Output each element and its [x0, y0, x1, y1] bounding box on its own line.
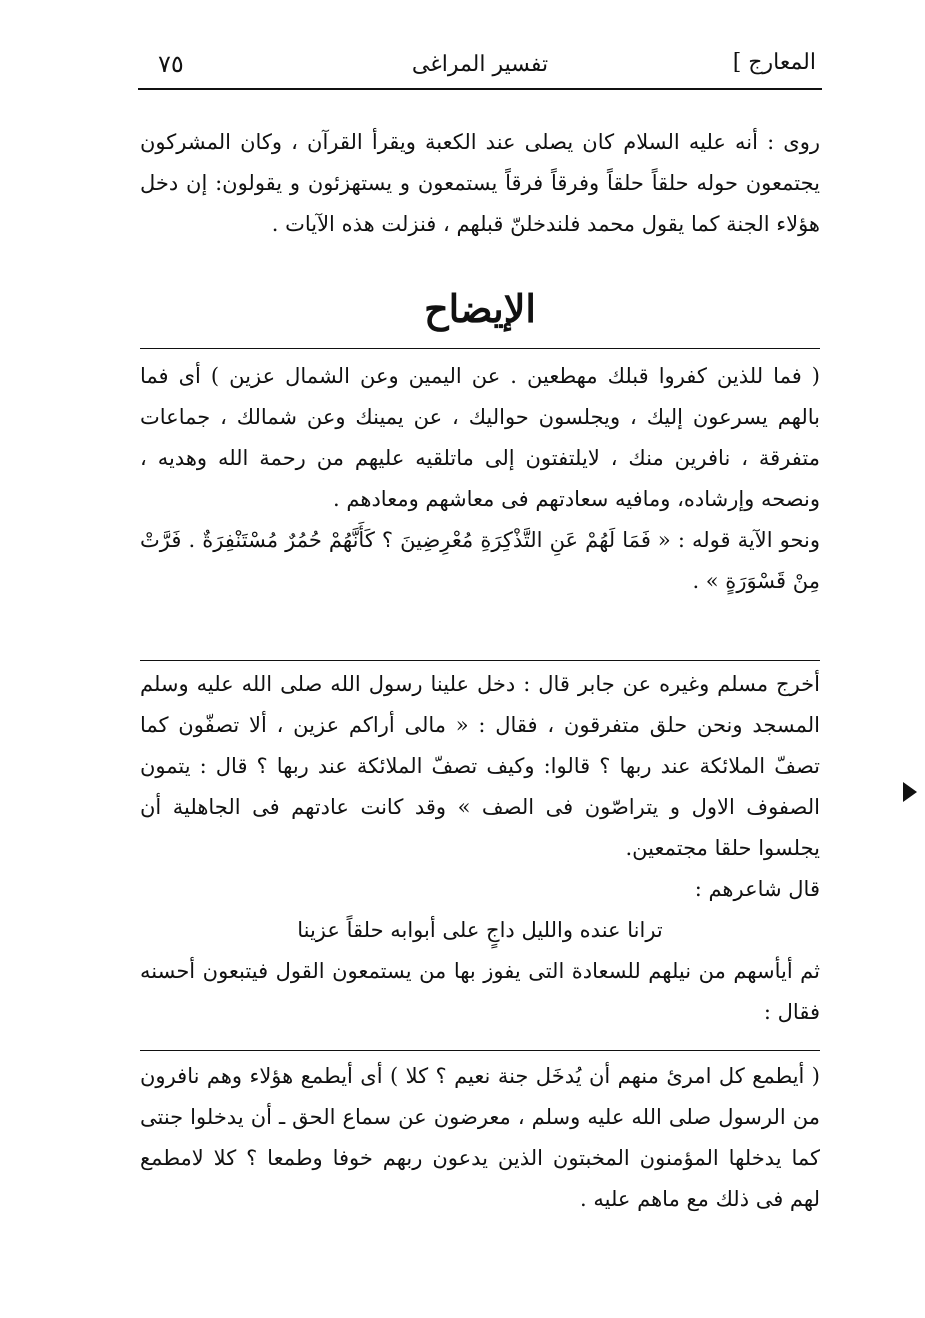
final-paragraph: ( أيطمع كل امرئ منهم أن يُدخَل جنة نعيم ؟ كلا ) أى أيطمع هؤلاء وهم نافرون من الرسول صلى الله عليه وسلم ، معرضون عن سماع الحق ـ أن يدخلوا جنتى كما يدخلها المؤمنون المخبتون الذين يدعون ربهم خوفا وطمعا ؟ كلا لامطمع لهم فى ذلك مع ماهم عليه .: [140, 1064, 820, 1211]
section-divider-2: [140, 660, 820, 661]
intro-section: [140, 122, 820, 245]
explanation-paragraph: ( فما للذين كفروا قبلك مهطعين . عن اليمين وعن الشمال عزين ) أى فما بالهم يسرعون إليك ، ويجلسون حواليك ، عن يمينك وعن شمالك ، جماعات متفرقة ، نافرين منك ، لايلتفتون إلى ماتلقيه عليهم من رحمة الله وهديه ، ونصحه وإرشاده، ومافيه سعادتهم فى معاشهم ومعادهم .: [140, 364, 820, 511]
book-title: تفسير المراغى: [411, 52, 549, 77]
page-number: ٧٥: [158, 50, 184, 78]
quran-citation: ونحو الآية قوله : « فَمَا لَهُمْ عَنِ التَّذْكِرَةِ مُعْرِضِينَ ؟ كَأَنَّهُمْ حُمُرٌ مُسْتَنْفِرَةٌ . فَرَّتْ مِنْ قَسْوَرَةٍ » .: [140, 528, 820, 593]
section-divider-3: [140, 1050, 820, 1051]
intro-paragraph: روى : أنه عليه السلام كان يصلى عند الكعبة ويقرأ القرآن ، وكان المشركون يجتمعون حوله حلقاً حلقاً وفرقاً فرقاً يستمعون و يستهزئون و يقولون: إن دخل هؤلاء الجنة كما يقول محمد فلندخلنّ قبلهم ، فنزلت هذه الآيات .: [140, 130, 820, 236]
hadith-paragraph: أخرج مسلم وغيره عن جابر قال : دخل علينا رسول الله صلى الله عليه وسلم المسجد ونحن حلق متفرقون ، فقال : « مالى أراكم عزين ، ألا تصفّون كما تصفّ الملائكة عند ربها ؟ قالوا: وكيف تصفّ الملائكة عند ربها ؟ قال : يتمون الصفوف الاول و يتراصّون فى الصف » وقد كانت عادتهم فى الجاهلية أن يجلسوا حلقا مجتمعين.: [140, 672, 820, 860]
section-divider-1: [140, 348, 820, 349]
margin-arrow-icon: [903, 782, 917, 802]
page-header: [138, 44, 822, 90]
surah-name: المعارج ]: [732, 50, 816, 75]
final-section: [140, 1056, 820, 1220]
poet-intro: قال شاعرهم :: [694, 877, 820, 901]
header-rule: [138, 88, 822, 90]
poetry-verse: ترانا عنده والليل داجٍ على أبوابه حلقاً عزينا: [297, 918, 663, 942]
hadith-section: [140, 664, 820, 1033]
transition-paragraph: ثم أيأسهم من نيلهم للسعادة التى يفوز بها من يستمعون القول فيتبعون أحسنه فقال :: [140, 959, 820, 1024]
explanation-section: [140, 356, 820, 602]
section-heading: الإيضاح: [424, 286, 536, 331]
